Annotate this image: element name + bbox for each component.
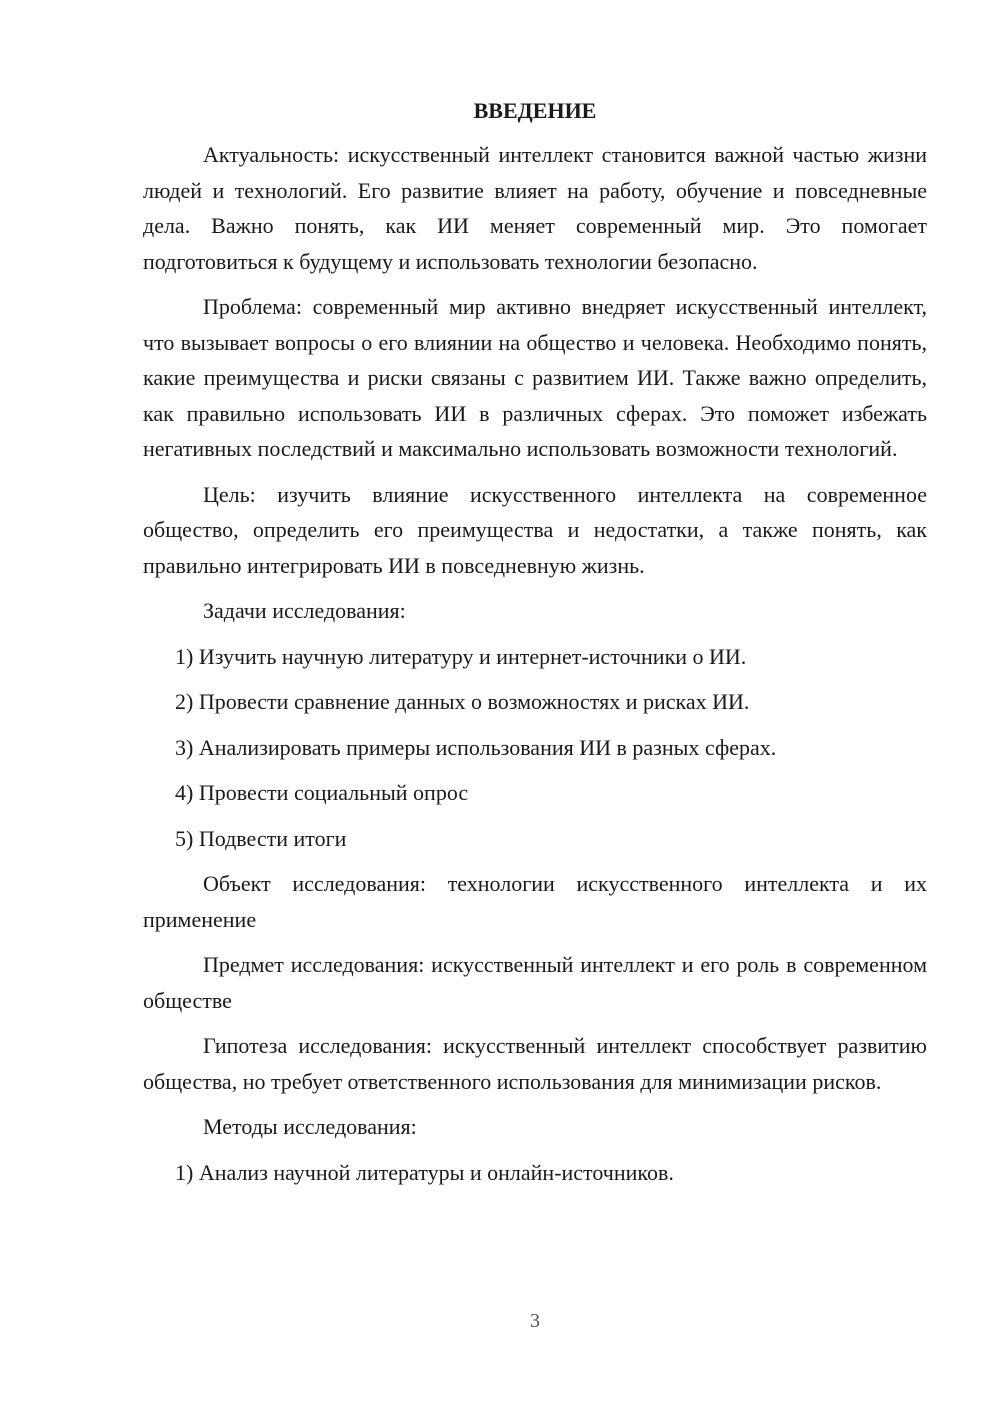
hypothesis-paragraph: Гипотеза исследования: искусственный интеллект способствует развитию общества, но требует ответственного использования для минимизации рисков. [143,1033,927,1094]
task-item: 3) Анализировать примеры использования ИИ в разных сферах. [175,734,777,760]
problem-paragraph: Проблема: современный мир активно внедряет искусственный интеллект, что вызывает вопросы о его влиянии на общество и человека. Необходимо понять, какие преимущества и риски связаны с развитием ИИ. Также важно определить, как правильно использовать ИИ в различных сферах. Это поможет избежать негативных последствий и максимально использовать возможности технологий. [143,294,927,461]
task-item: 2) Провести сравнение данных о возможностях и рисках ИИ. [175,689,750,714]
subject-paragraph: Предмет исследования: искусственный интеллект и его роль в современном обществе [143,952,927,1013]
relevance-paragraph: Актуальность: искусственный интеллект становится важной частью жизни людей и технологий. Его развитие влияет на работу, обучение и повседневные дела. Важно понять, как ИИ меняет современный мир. Это помогает подготовиться к будущему и использовать технологии безопасно. [143,142,927,274]
task-item: 4) Провести социальный опрос [175,780,469,805]
task-item: 5) Подвести итоги [175,825,347,851]
goal-paragraph: Цель: изучить влияние искусственного интеллекта на современное общество, определить его преимущества и недостатки, а также понять, как правильно интегрировать ИИ в повседневную жизнь. [143,481,927,578]
page-title: ВВЕДЕНИЕ [473,98,597,123]
object-paragraph: Объект исследования: технологии искусственного интеллекта и их применение [143,871,927,932]
method-item: 1) Анализ научной литературы и онлайн-источников. [175,1159,674,1185]
page-number: 3 [530,1310,540,1332]
tasks-heading: Задачи исследования: [203,598,406,623]
task-item: 1) Изучить научную литературу и интернет-источники о ИИ. [175,643,747,669]
page-content [143,96,927,1200]
methods-heading: Методы исследования: [203,1114,417,1139]
